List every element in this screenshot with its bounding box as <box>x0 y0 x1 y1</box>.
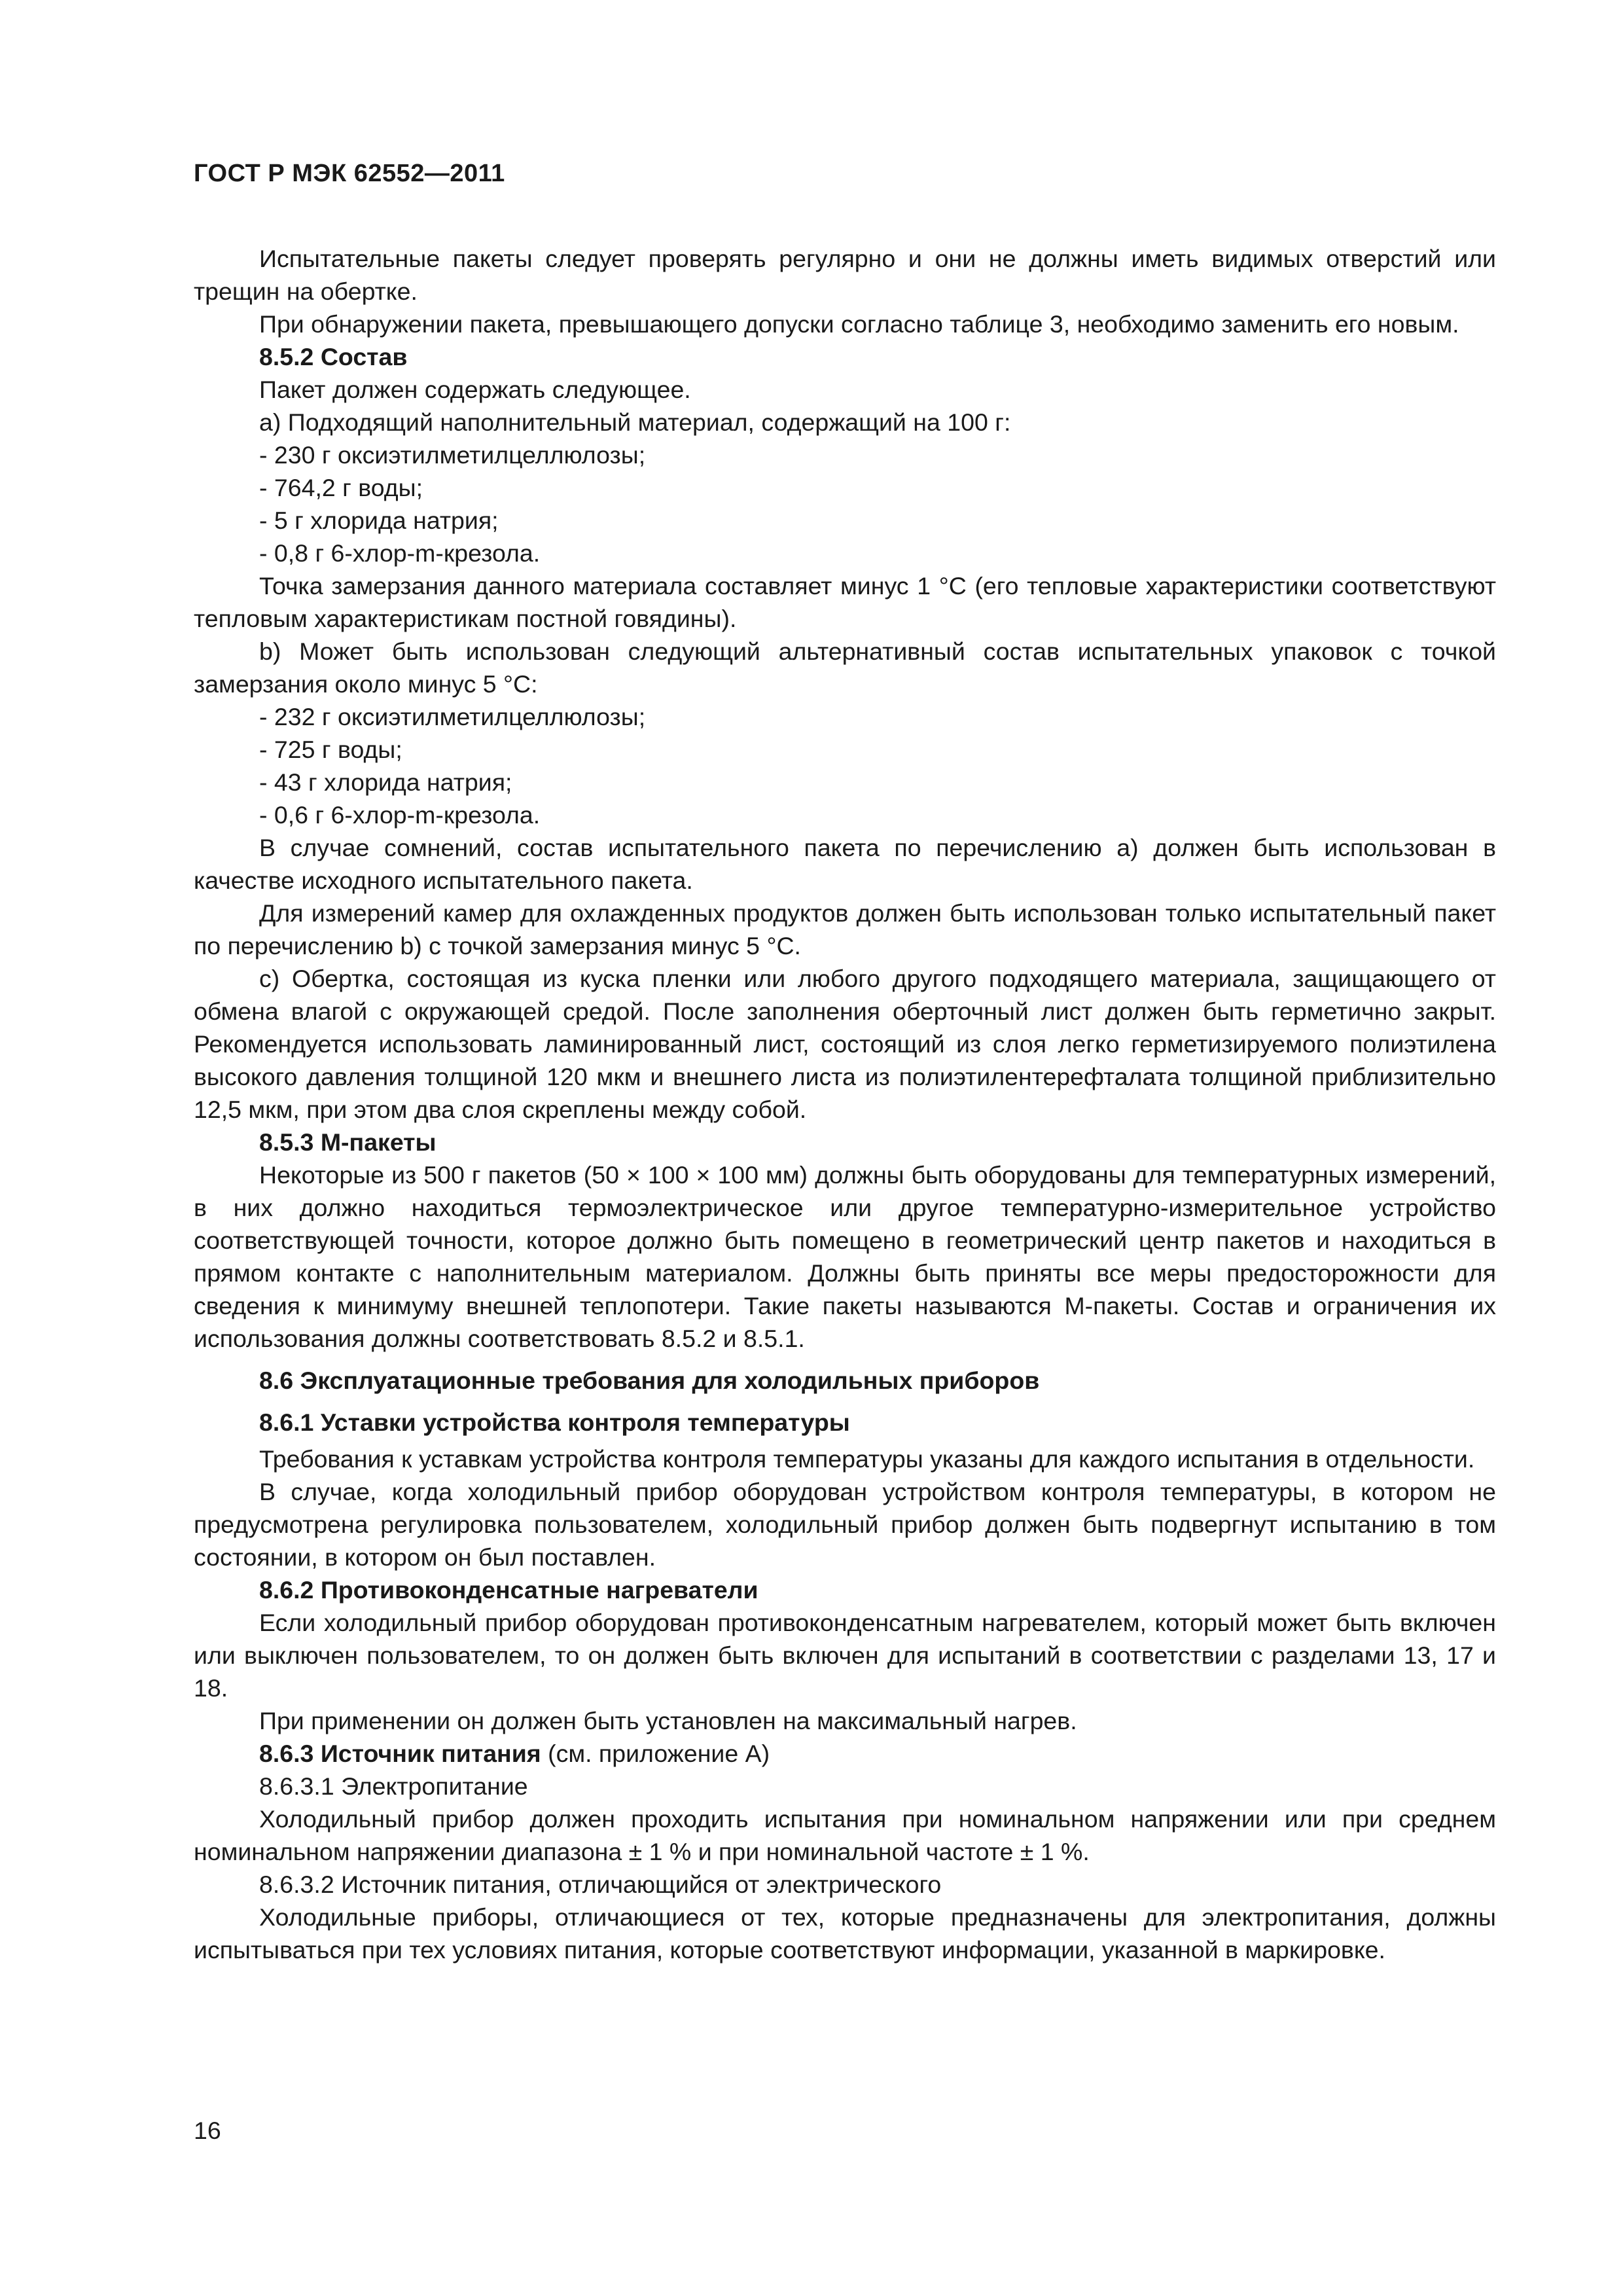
list-item: - 0,8 г 6-хлор-m-крезола. <box>259 539 541 567</box>
section-heading: 8.6.1 Уставки устройства контроля температуры <box>259 1408 850 1436</box>
paragraph: Для измерений камер для охлажденных продуктов должен быть использован только испытательный пакет по перечислению b) с точкой замерзания минус 5 °С. <box>194 899 1496 960</box>
paragraph: При применении он должен быть установлен на максимальный нагрев. <box>259 1707 1077 1734</box>
section-heading: 8.6 Эксплуатационные требования для холодильных приборов <box>259 1367 1040 1394</box>
list-item: - 43 г хлорида натрия; <box>259 768 512 796</box>
list-item: Пакет должен содержать следующее. <box>259 376 691 403</box>
section-heading-note: (см. приложение А) <box>541 1740 770 1767</box>
paragraph: Точка замерзания данного материала составляет минус 1 °С (его тепловые характеристики соответствуют тепловым характеристикам постной говядины). <box>194 572 1496 632</box>
list-item: - 232 г оксиэтилметилцеллюлозы; <box>259 703 646 730</box>
list-item: - 230 г оксиэтилметилцеллюлозы; <box>259 441 646 469</box>
section-heading: 8.6.2 Противоконденсатные нагреватели <box>259 1576 758 1604</box>
paragraph: c) Обертка, состоящая из куска пленки или любого другого подходящего материала, защищающего от обмена влагой с окружающей средой. После заполнения оберточный лист должен быть герметично закрыт. Рекомендуется использовать ламинированный лист, состоящий из слоя легко герметизируемого полиэтилена высокого давления толщиной 120 мкм и внешнего листа из полиэтилентерефталата толщиной приблизительно 12,5 мкм, при этом два слоя скреплены между собой. <box>194 965 1496 1123</box>
section-heading-bold: 8.6.3 Источник питания <box>259 1740 541 1767</box>
paragraph: Если холодильный прибор оборудован противоконденсатным нагревателем, который может быть включен или выключен пользователем, то он должен быть включен для испытаний в соответствии с разделами 13, 17 и 18. <box>194 1609 1496 1702</box>
paragraph: При обнаружении пакета, превышающего допуски согласно таблице 3, необходимо заменить его новым. <box>259 310 1459 338</box>
standard-header: ГОСТ Р МЭК 62552—2011 <box>194 160 505 187</box>
list-item: - 725 г воды; <box>259 736 402 763</box>
page-number: 16 <box>194 2117 221 2144</box>
section-heading: 8.5.2 Состав <box>259 343 408 370</box>
document-body <box>194 242 1496 1966</box>
paragraph: В случае сомнений, состав испытательного пакета по перечислению а) должен быть использован в качестве исходного испытательного пакета. <box>194 834 1496 894</box>
paragraph: В случае, когда холодильный прибор оборудован устройством контроля температуры, в котором не предусмотрена регулировка пользователем, холодильный прибор должен быть подвергнут испытанию в том состоянии, в котором он был поставлен. <box>194 1478 1496 1571</box>
subsection-title: 8.6.3.1 Электропитание <box>259 1772 528 1800</box>
paragraph: Холодильные приборы, отличающиеся от тех, которые предназначены для электропитания, должны испытываться при тех условиях питания, которые соответствуют информации, указанной в маркировке. <box>194 1903 1496 1964</box>
section-heading: 8.5.3 М-пакеты <box>259 1128 437 1156</box>
paragraph: Холодильный прибор должен проходить испытания при номинальном напряжении или при среднем номинальном напряжении диапазона ± 1 % и при номинальной частоте ± 1 %. <box>194 1805 1496 1865</box>
list-item: - 0,6 г 6-хлор-m-крезола. <box>259 801 541 829</box>
paragraph: Испытательные пакеты следует проверять регулярно и они не должны иметь видимых отверстий или трещин на обертке. <box>194 245 1496 305</box>
paragraph: Требования к уставкам устройства контроля температуры указаны для каждого испытания в отдельности. <box>259 1445 1475 1473</box>
subsection-title: 8.6.3.2 Источник питания, отличающийся от электрического <box>259 1871 942 1898</box>
paragraph: b) Может быть использован следующий альтернативный состав испытательных упаковок с точкой замерзания около минус 5 °С: <box>194 637 1496 698</box>
paragraph: Некоторые из 500 г пакетов (50 × 100 × 100 мм) должны быть оборудованы для температурных измерений, в них должно находиться термоэлектрическое или другое температурно-измерительное устройство соответствующей точности, которое должно быть помещено в геометрический центр пакетов и находиться в прямом контакте с наполнительным материалом. Должны быть приняты все меры предосторожности для сведения к минимуму внешней теплопотери. Такие пакеты называются М-пакеты. Состав и ограничения их использования должны соответствовать 8.5.2 и 8.5.1. <box>194 1161 1496 1352</box>
section-heading <box>194 1737 1496 1770</box>
list-item: a) Подходящий наполнительный материал, содержащий на 100 г: <box>259 408 1011 436</box>
list-item: - 5 г хлорида натрия; <box>259 507 499 534</box>
list-item: - 764,2 г воды; <box>259 474 423 501</box>
